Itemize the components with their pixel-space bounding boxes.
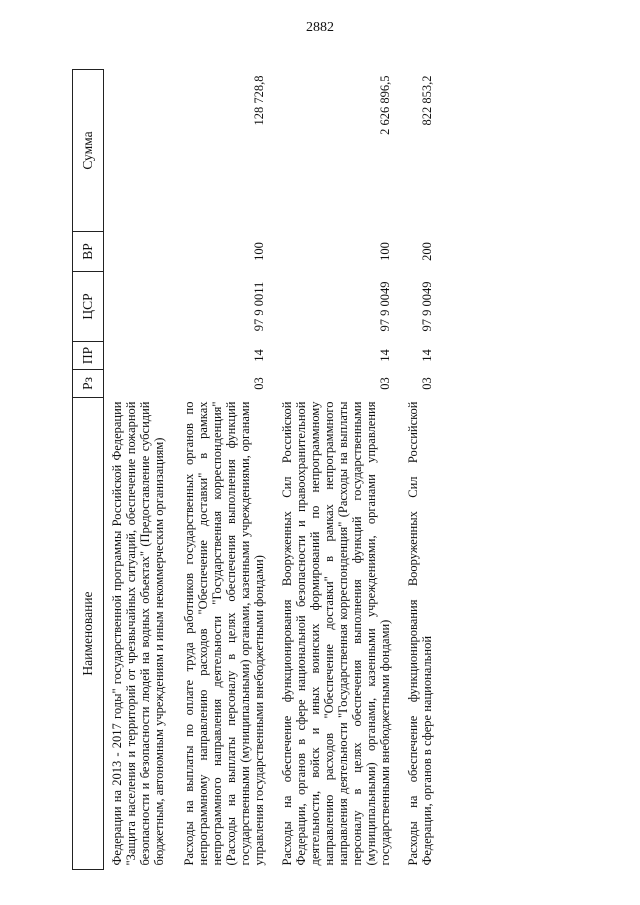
row-sum: 822 853,2 bbox=[420, 75, 434, 126]
row-rz: 03 bbox=[420, 377, 434, 390]
table-row bbox=[268, 70, 394, 870]
row-vr: 100 bbox=[252, 242, 266, 261]
row-sum: 128 728,8 bbox=[252, 75, 266, 126]
header-rz: Рз bbox=[73, 370, 104, 398]
row-pr bbox=[104, 342, 171, 370]
table-row bbox=[394, 70, 436, 870]
row-rz: 03 bbox=[378, 377, 392, 390]
row-pr: 14 bbox=[378, 349, 392, 362]
row-name: Расходы на обеспечение функционирования Вооруженных Сил Российской Федерации, органов в сфере национальной bbox=[406, 401, 434, 866]
row-name: Федерации на 2013 - 2017 годы" государственной программы Российской Федерации "Защита населения и территорий от чрезвычайных ситуаций, обеспечение пожарной безопасности и безопасности людей на водных объектах" (Предоставление субсидий бюджетным, автономным учреждениям и иным некоммерческим организациям) bbox=[110, 401, 166, 866]
row-csr bbox=[104, 272, 171, 342]
rotated-table-wrapper bbox=[72, 70, 604, 870]
page-number: 2882 bbox=[306, 20, 334, 35]
header-csr: ЦСР bbox=[73, 272, 104, 342]
budget-table bbox=[72, 69, 436, 870]
row-rz bbox=[104, 370, 171, 398]
row-vr bbox=[104, 232, 171, 272]
table-row bbox=[170, 70, 268, 870]
header-name: Наименование bbox=[73, 398, 104, 870]
header-vr: ВР bbox=[73, 232, 104, 272]
row-vr: 100 bbox=[378, 242, 392, 261]
row-csr: 97 9 0011 bbox=[252, 281, 266, 332]
row-vr: 200 bbox=[420, 242, 434, 261]
row-sum: 2 626 896,5 bbox=[378, 75, 392, 135]
header-sum: Сумма bbox=[73, 70, 104, 232]
row-pr: 14 bbox=[420, 349, 434, 362]
row-pr: 14 bbox=[252, 349, 266, 362]
row-name: Расходы на выплаты по оплате труда работников государственных органов по непрограммному направлению расходов "Обеспечение доставки" в рамках непрограммного направления деятельности "Государственная корреспонденция" (Расходы на выплаты персоналу в целях обеспечения выполнения функций государственными (муниципальными) органами, казенными учреждениями, органами управления государственными внебюджетными фондами) bbox=[182, 401, 266, 866]
row-rz: 03 bbox=[252, 377, 266, 390]
row-name: Расходы на обеспечение функционирования Вооруженных Сил Российской Федерации, органов в сфере национальной безопасности и правоохранительной деятельности, войск и иных воинских формирований по непрограммному направлению расходов "Обеспечение доставки" в рамках непрограммного направления деятельности "Государственная корреспонденция" (Расходы на выплаты персоналу в целях обеспечения выполнения функций государственными (муниципальными) органами, казенными учреждениями, органами управления государственными внебюджетными фондами) bbox=[280, 401, 392, 866]
row-csr: 97 9 0049 bbox=[420, 281, 434, 332]
row-csr: 97 9 0049 bbox=[378, 281, 392, 332]
header-pr: ПР bbox=[73, 342, 104, 370]
row-sum bbox=[104, 70, 171, 232]
table-header-row bbox=[73, 70, 104, 870]
table-row bbox=[104, 70, 171, 870]
